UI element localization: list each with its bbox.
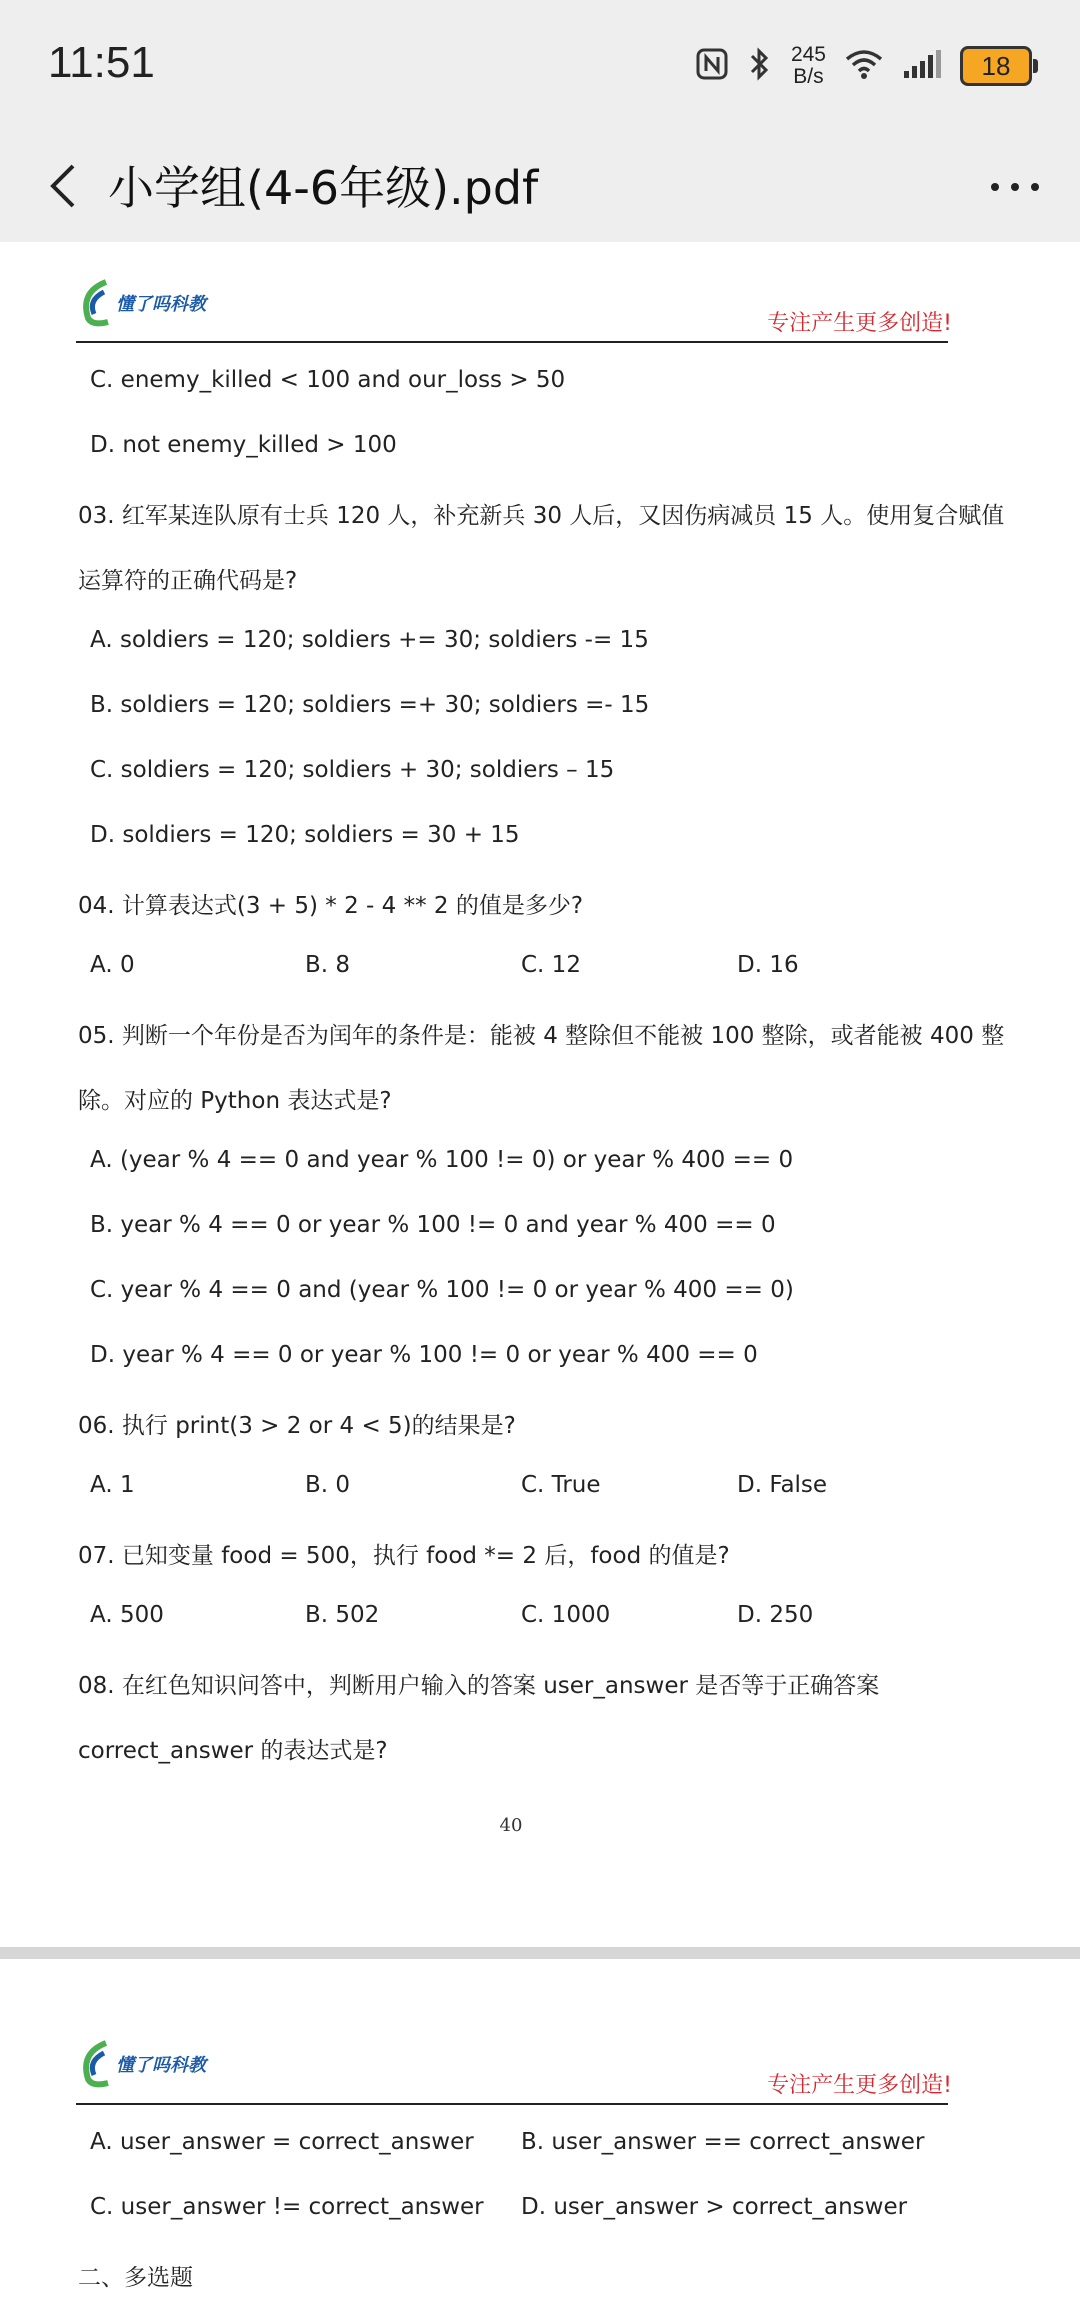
nfc-icon [695, 47, 729, 85]
option: B. user_answer == correct_answer [521, 2129, 925, 2155]
question-line: 07. 已知变量 food = 500，执行 food *= 2 后，food 的值是? [78, 1543, 730, 1569]
status-bar [0, 0, 1080, 130]
option-line: C. soldiers = 120; soldiers + 30; soldiers – 15 [90, 757, 615, 783]
question-line: 05. 判断一个年份是否为闰年的条件是：能被 4 整除但不能被 100 整除，或者能被 400 整 [78, 1023, 1005, 1049]
question-line: 运算符的正确代码是? [78, 568, 298, 594]
signal-icon [902, 49, 942, 83]
q07-options [0, 1602, 1080, 1632]
q08-options-row-1 [0, 2129, 1080, 2159]
logo-icon [78, 2039, 112, 2089]
option: C. True [521, 1472, 601, 1498]
option-line: A. (year % 4 == 0 and year % 100 != 0) or year % 400 == 0 [90, 1147, 794, 1173]
q08-options-row-2 [0, 2194, 1080, 2224]
option: A. user_answer = correct_answer [90, 2129, 474, 2155]
option: B. 8 [305, 952, 351, 978]
wifi-icon [844, 47, 884, 85]
more-options-button[interactable] [980, 152, 1050, 222]
option: D. 16 [737, 952, 799, 978]
q06-options [0, 1472, 1080, 1502]
pdf-page-41 [0, 1959, 1080, 2324]
option: A. 0 [90, 952, 135, 978]
question-line: correct_answer 的表达式是? [78, 1738, 388, 1764]
header-rule [76, 341, 948, 343]
more-icon [990, 181, 1040, 193]
back-button[interactable] [28, 148, 98, 224]
publisher-logo: 懂了吗科教 [78, 278, 206, 328]
app-bar [0, 130, 1080, 242]
publisher-logo: 懂了吗科教 [78, 2039, 206, 2089]
header-rule [76, 2103, 948, 2105]
option-line: A. soldiers = 120; soldiers += 30; soldiers -= 15 [90, 627, 649, 653]
option-line: D. year % 4 == 0 or year % 100 != 0 or year % 400 == 0 [90, 1342, 758, 1368]
question-line: 03. 红军某连队原有士兵 120 人，补充新兵 30 人后，又因伤病减员 15 人。使用复合赋值 [78, 503, 1005, 529]
option-line: B. soldiers = 120; soldiers =+ 30; soldiers =- 15 [90, 692, 650, 718]
slogan: 专注产生更多创造! [767, 311, 952, 336]
page-number: 40 [499, 1815, 523, 1836]
option: C. 12 [521, 952, 581, 978]
q04-options [0, 952, 1080, 982]
option-line: D. not enemy_killed > 100 [90, 432, 397, 458]
question-line: 除。对应的 Python 表达式是? [78, 1088, 392, 1114]
option-line: C. enemy_killed < 100 and our_loss > 50 [90, 367, 566, 393]
logo-icon [78, 278, 112, 328]
option: D. False [737, 1472, 828, 1498]
option: B. 502 [305, 1602, 380, 1628]
status-icons [695, 36, 1032, 96]
option-line: D. soldiers = 120; soldiers = 30 + 15 [90, 822, 520, 848]
option: D. 250 [737, 1602, 814, 1628]
question-line: 06. 执行 print(3 > 2 or 4 < 5)的结果是? [78, 1413, 516, 1439]
option: C. 1000 [521, 1602, 611, 1628]
bluetooth-icon [747, 46, 773, 86]
option-line: C. year % 4 == 0 and (year % 100 != 0 or year % 400 == 0) [90, 1277, 794, 1303]
question-line: 08. 在红色知识问答中，判断用户输入的答案 user_answer 是否等于正确答案 [78, 1673, 880, 1699]
document-title: 小学组(4-6年级).pdf [108, 161, 539, 215]
option: A. 1 [90, 1472, 135, 1498]
network-speed: 245 B/s [790, 43, 826, 88]
option-line: B. year % 4 == 0 or year % 100 != 0 and year % 400 == 0 [90, 1212, 776, 1238]
option: B. 0 [305, 1472, 351, 1498]
slogan: 专注产生更多创造! [767, 2073, 952, 2098]
battery-indicator: 18 [960, 46, 1032, 86]
page-separator [0, 1947, 1080, 1959]
clock: 11:51 [48, 38, 155, 87]
section-title: 二、多选题 [78, 2265, 193, 2291]
question-line: 04. 计算表达式(3 + 5) * 2 - 4 ** 2 的值是多少? [78, 893, 584, 919]
option: A. 500 [90, 1602, 164, 1628]
option: D. user_answer > correct_answer [521, 2194, 908, 2220]
back-arrow-icon [47, 162, 79, 210]
pdf-page-40 [0, 242, 1080, 1947]
option: C. user_answer != correct_answer [90, 2194, 484, 2220]
